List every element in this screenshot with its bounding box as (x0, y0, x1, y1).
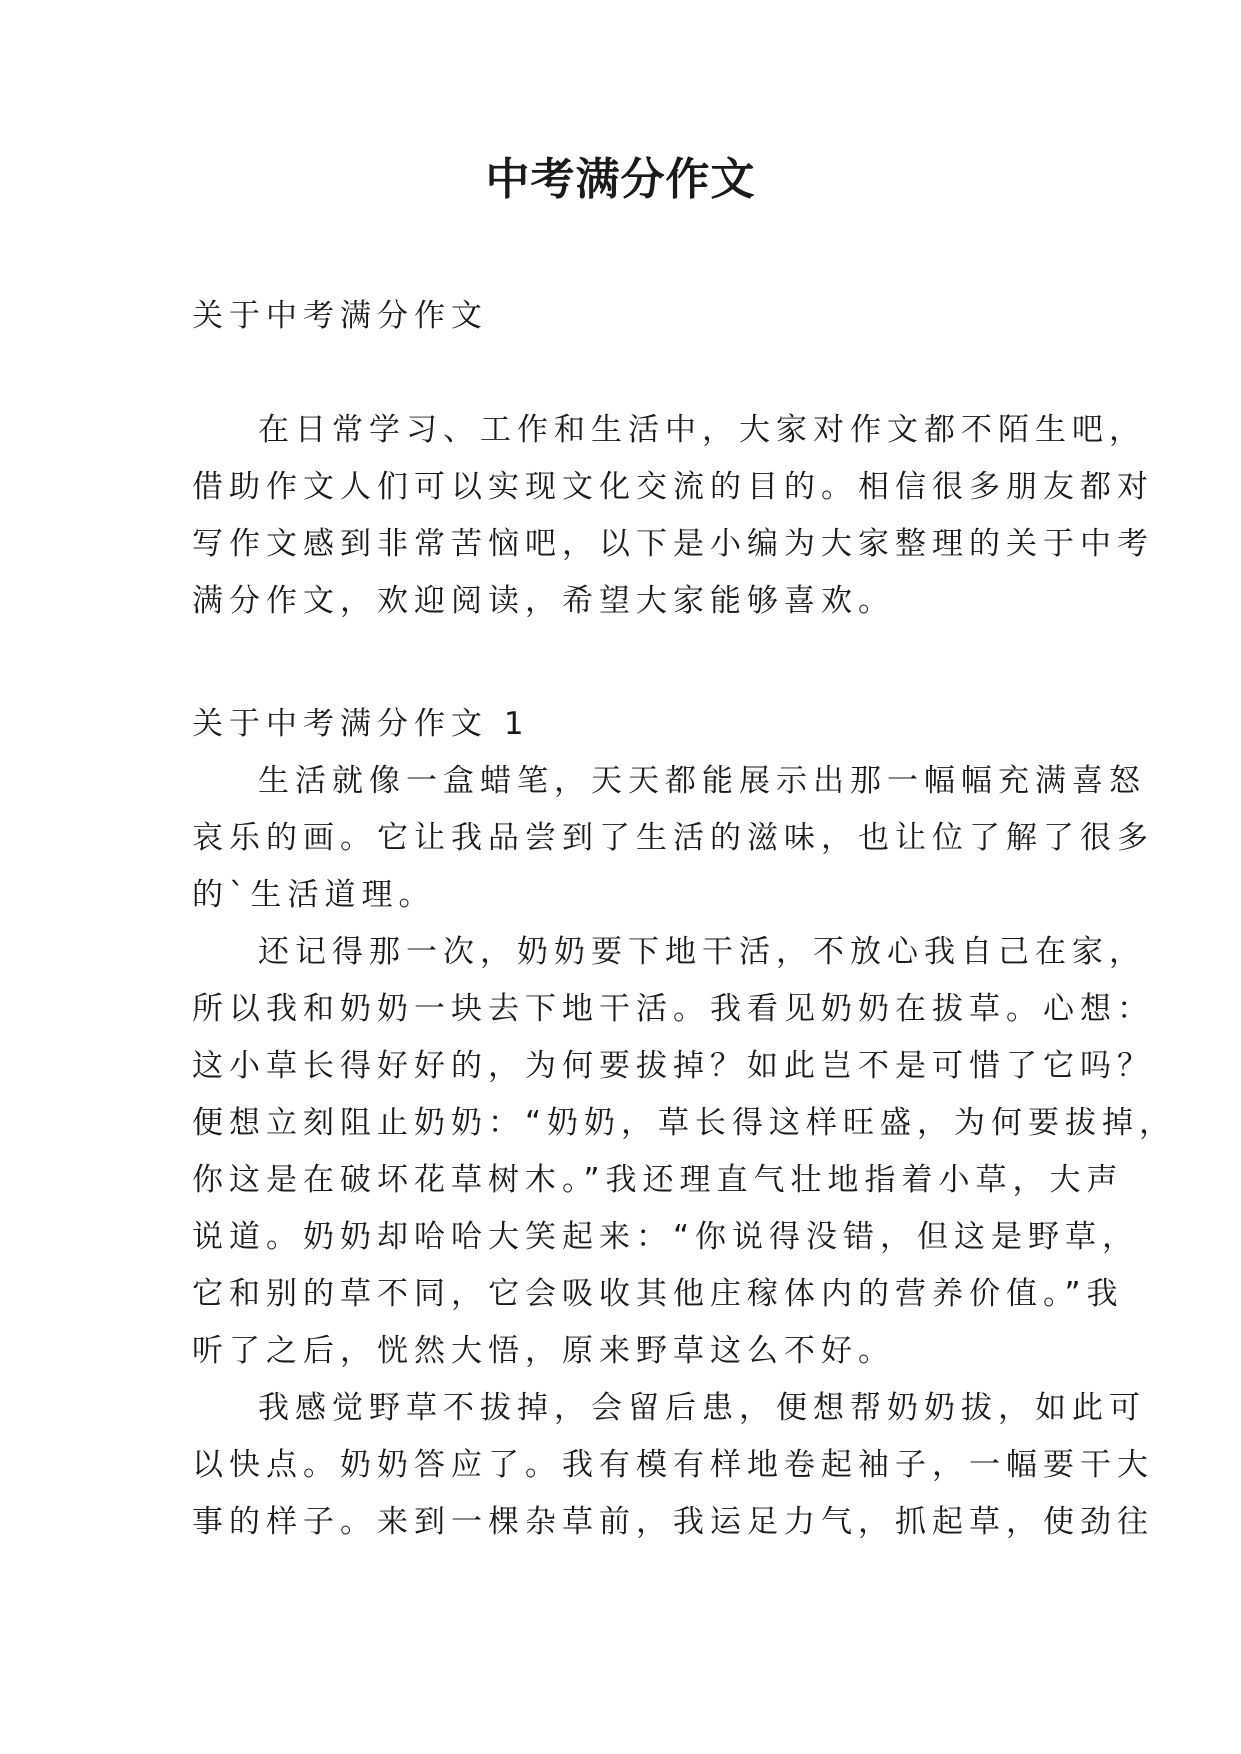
paragraph-line: 事的样子。来到一棵杂草前，我运足力气，抓起草，使劲往 (192, 1504, 1154, 1540)
document-title: 中考满分作文 (485, 154, 756, 205)
paragraph-line: 哀乐的画。它让我品尝到了生活的滋味，也让位了解了很多 (192, 820, 1154, 856)
intro-line: 满分作文，欢迎阅读，希望大家能够喜欢。 (192, 583, 895, 619)
intro-line: 在日常学习、工作和生活中，大家对作文都不陌生吧， (258, 412, 1146, 448)
paragraph-line: 说道。奶奶却哈哈大笑起来：“你说得没错，但这是野草， (192, 1219, 1140, 1255)
paragraph-line: 这小草长得好好的，为何要拔掉？如此岂不是可惜了它吗？ (192, 1048, 1154, 1084)
paragraph-line: 你这是在破坏花草树木。”我还理直气壮地指着小草，大声 (192, 1162, 1124, 1198)
paragraph-line: 便想立刻阻止奶奶：“奶奶，草长得这样旺盛，为何要拔掉， (192, 1105, 1177, 1141)
paragraph-line: 它和别的草不同，它会吸收其他庄稼体内的营养价值。”我 (192, 1276, 1124, 1312)
intro-paragraph (192, 402, 1154, 630)
document-subtitle (192, 288, 1072, 345)
essay-section-1 (192, 696, 1177, 1551)
intro-line: 写作文感到非常苦恼吧，以下是小编为大家整理的关于中考 (192, 526, 1154, 562)
section-heading: 关于中考满分作文 1 (192, 706, 530, 742)
paragraph-line: 听了之后，恍然大悟，原来野草这么不好。 (192, 1333, 895, 1369)
paragraph-line: 生活就像一盒蜡笔，天天都能展示出那一幅幅充满喜怒 (258, 763, 1146, 799)
paragraph-line: 所以我和奶奶一块去下地干活。我看见奶奶在拔草。心想： (192, 991, 1154, 1027)
paragraph-line: 还记得那一次，奶奶要下地干活，不放心我自己在家， (258, 934, 1146, 970)
paragraph-line: 以快点。奶奶答应了。我有模有样地卷起袖子，一幅要干大 (192, 1447, 1154, 1483)
intro-line: 借助作文人们可以实现文化交流的目的。相信很多朋友都对 (192, 469, 1154, 505)
paragraph-line: 我感觉野草不拔掉，会留后患，便想帮奶奶拔，如此可 (258, 1390, 1146, 1426)
paragraph-line: 的`生活道理。 (192, 877, 436, 913)
subtitle-line: 关于中考满分作文 (192, 298, 488, 334)
